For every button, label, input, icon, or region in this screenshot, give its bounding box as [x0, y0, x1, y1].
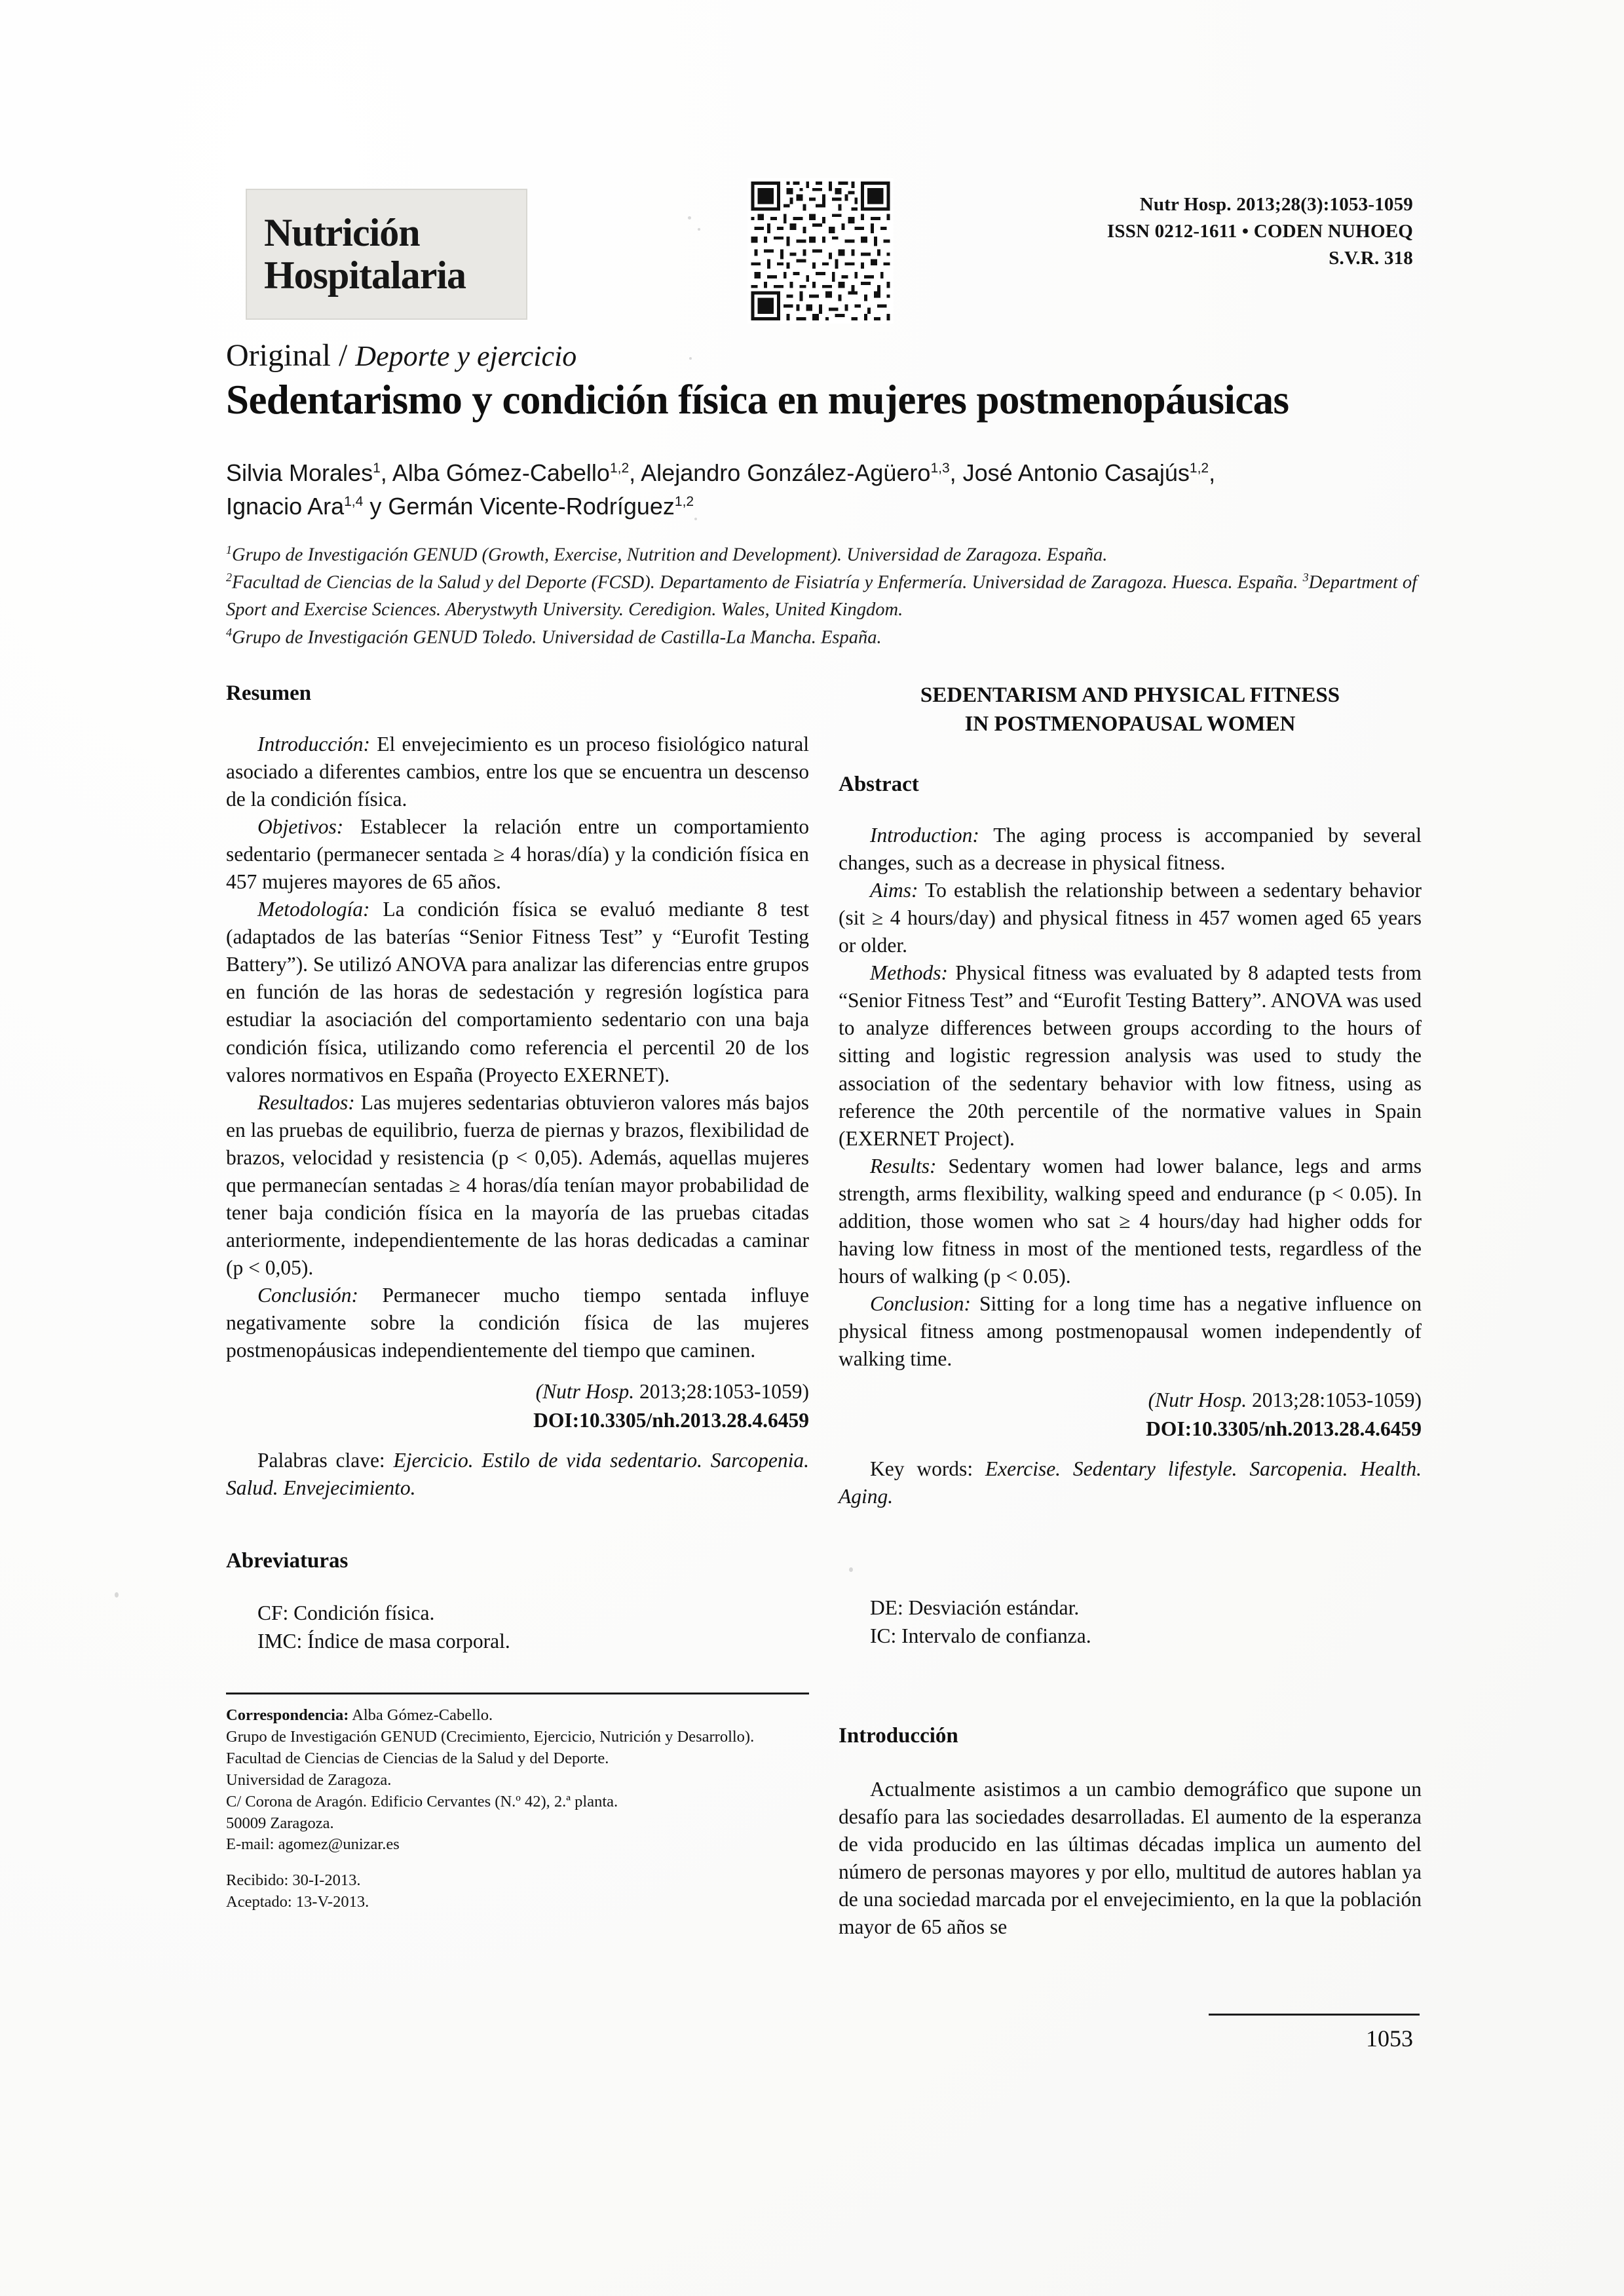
resumen-paragraph	[226, 896, 809, 1088]
citation-journal: (Nutr Hosp.	[535, 1380, 635, 1404]
paragraph-lead: Objetivos:	[257, 815, 344, 839]
article-kicker	[226, 337, 576, 373]
scan-speck	[688, 216, 691, 220]
spacer	[226, 1656, 809, 1693]
paragraph-text: Physical fitness was evaluated by 8 adapted tests from “Senior Fitness Test” and “Eurofit Testing Battery”. ANOVA was used to analyze differences between groups according to the hours of sitting and logistic regression analysis was used to study the association of the sedentary behavior with low fitness, using as reference the 20th percentile of the normative values in Spain (EXERNET Project).	[839, 961, 1422, 1150]
journal-reference	[1107, 191, 1413, 273]
page-number: 1053	[1366, 2025, 1413, 2052]
scan-speck	[698, 228, 700, 231]
correspondence-line: C/ Corona de Aragón. Edificio Cervantes (N.º 42), 2.ª planta.	[226, 1792, 618, 1810]
abstract-paragraph	[839, 1290, 1422, 1373]
correspondence-line: Facultad de Ciencias de Ciencias de la Salud y del Deporte.	[226, 1749, 609, 1767]
citation-line	[226, 1380, 809, 1404]
page-title: Sedentarismo y condición física en mujeres postmenopáusicas	[226, 377, 1289, 423]
correspondence-line: Universidad de Zaragoza.	[226, 1770, 392, 1789]
affil-marker: 2	[226, 571, 232, 584]
spacer	[839, 1510, 1422, 1594]
paragraph-lead: Results:	[870, 1154, 937, 1177]
correspondence-name: Alba Gómez-Cabello.	[349, 1706, 493, 1724]
scan-speck	[115, 1592, 119, 1598]
affiliation-item: $^2$Facultad de Ciencias de la Salud y del Deporte (FCSD). Departamento de Fisiatría y Enfermería. Universidad de Zaragoza. Huesca. España. $^3$Department of Sport and Exercise Sciences. Aberystwyth University. Ceredigion. Wales, United Kingdom.	[226, 571, 1417, 621]
abstract-heading: Abstract	[839, 773, 919, 797]
paragraph-lead: Metodología:	[257, 898, 370, 921]
keywords-label: Palabras clave:	[257, 1449, 385, 1472]
author-affil-marker: 1,2	[674, 494, 694, 510]
paragraph-text: Sedentary women had lower balance, legs and arms strength, arms flexibility, walking speed and endurance (p < 0.05). In addition, those women who sat ≥ 4 hours/day had higher odds for having low fitness in most of the mentioned tests, regardless of the hours of walking (p < 0.05).	[839, 1154, 1422, 1288]
abreviaturas-heading: Abreviaturas	[226, 1549, 349, 1573]
resumen-paragraph	[226, 813, 809, 896]
keywords-label: Key words:	[870, 1457, 973, 1481]
journal-masthead	[246, 189, 527, 320]
paragraph-lead: Conclusión:	[257, 1283, 358, 1307]
correspondence-label: Correspondencia:	[226, 1706, 349, 1724]
paragraph-lead: Introducción:	[257, 733, 371, 756]
kicker-type: Original /	[226, 338, 348, 373]
english-title	[839, 681, 1422, 738]
english-title-line-1: SEDENTARISM AND PHYSICAL FITNESS	[920, 683, 1340, 707]
author-affil-marker: 1,2	[609, 461, 630, 476]
abbreviation-item: IC: Intervalo de confianza.	[870, 1624, 1091, 1647]
author-affil-marker: 1,2	[1189, 461, 1209, 476]
resumen-paragraph	[226, 1089, 809, 1282]
introduccion-paragraph: Actualmente asistimos a un cambio demográfico que supone un desafío para las sociedades desarrolladas. El aumento de la esperanza de vida producido en las últimas décadas implica un aumento del número de personas mayores y por ello, multitud de autores hablan ya de una sociedad marcada por el envejecimiento, en la que la población mayor de 65 años se	[839, 1777, 1422, 1939]
abstract-paragraph	[839, 877, 1422, 959]
affil-marker: 4	[226, 625, 232, 639]
affiliation-item: $^1$Grupo de Investigación GENUD (Growth, Exercise, Nutrition and Development). Universidad de Zaragoza. España.	[226, 543, 1108, 565]
affiliation-item: $^4$Grupo de Investigación GENUD Toledo. Universidad de Castilla-La Mancha. España.	[226, 625, 882, 648]
introduccion-heading: Introducción	[839, 1723, 958, 1748]
paragraph-text: Permanecer mucho tiempo sentada influye negativamente sobre la condición física de las mujeres postmenopáusicas independientemente del tiempo que caminen.	[226, 1283, 809, 1362]
resumen-paragraph	[226, 731, 809, 813]
correspondence-block	[226, 1705, 809, 1913]
correspondence-email[interactable]: E-mail: agomez@unizar.es	[226, 1835, 400, 1854]
paragraph-text: The aging process is accompanied by several changes, such as a decrease in physical fitness.	[839, 824, 1422, 875]
paragraph-text: Las mujeres sedentarias obtuvieron valores más bajos en las pruebas de equilibrio, fuerza de piernas y brazos, flexibilidad de brazos, velocidad y resistencia (p < 0,05). Además, aquellas mujeres que permanecían sentadas ≥ 4 horas/día tenían mayor probabilidad de tener baja condición física en la mayoría de las pruebas citadas anteriormente, independientemente de las horas dedicadas a caminar (p < 0,05).	[226, 1090, 809, 1279]
kicker-section: Deporte y ejercicio	[355, 340, 577, 372]
left-column	[226, 681, 809, 1913]
journal-ref-line-3: S.V.R. 318	[1329, 248, 1413, 269]
qr-code-icon	[747, 178, 894, 324]
paragraph-lead: Conclusion:	[870, 1292, 971, 1315]
abbreviation-list-2	[839, 1594, 1422, 1651]
correspondence-name-line	[226, 1705, 809, 1727]
author-affil-marker: 1,3	[930, 461, 950, 476]
correspondence-line: Grupo de Investigación GENUD (Crecimiento, Ejercicio, Nutrición y Desarrollo).	[226, 1727, 755, 1746]
abstract-paragraph	[839, 959, 1422, 1152]
author-list: Silvia Morales$^1$, Alba Gómez-Cabello$^{1,2}$, Alejandro González-Agüero$^{1,3}$, José Antonio Casajús$^{1,2}$, Ignacio Ara$^{1,4}$ y Germán Vicente-Rodríguez$^{1,2}$	[226, 459, 1216, 520]
abbreviation-list	[226, 1599, 809, 1656]
correspondence-line: 50009 Zaragoza.	[226, 1814, 334, 1832]
accepted-date: Aceptado: 13-V-2013.	[226, 1893, 369, 1911]
paragraph-lead: Introduction:	[870, 824, 979, 847]
paragraph-text: To establish the relationship between a sedentary behavior (sit ≥ 4 hours/day) and physical fitness in 457 women aged 65 years or older.	[839, 879, 1422, 957]
abbreviation-item: DE: Desviación estándar.	[870, 1596, 1080, 1620]
resumen-heading: Resumen	[226, 681, 312, 705]
citation-journal: (Nutr Hosp.	[1148, 1388, 1247, 1412]
abbreviation-item: CF: Condición física.	[257, 1601, 435, 1625]
doi-line: DOI:10.3305/nh.2013.28.4.6459	[1146, 1417, 1422, 1441]
masthead-line-1: Nutrición	[264, 211, 420, 255]
author-affil-marker: 1,4	[344, 494, 364, 510]
doi-line: DOI:10.3305/nh.2013.28.4.6459	[533, 1409, 809, 1432]
author-affil-marker: 1	[373, 461, 381, 476]
received-date: Recibido: 30-I-2013.	[226, 1871, 361, 1890]
affil-marker: 3	[1302, 571, 1309, 584]
keywords-value: Exercise. Sedentary lifestyle. Sarcopenia. Health. Aging.	[839, 1457, 1422, 1508]
paragraph-text: Sitting for a long time has a negative influence on physical fitness among postmenopausal women independently of walking time.	[839, 1292, 1422, 1370]
abstract-paragraph	[839, 822, 1422, 877]
journal-ref-line-2: ISSN 0212-1611 • CODEN NUHOEQ	[1106, 221, 1413, 242]
abstract-paragraph	[839, 1153, 1422, 1290]
paragraph-lead: Methods:	[870, 961, 948, 985]
paragraph-lead: Resultados:	[257, 1090, 355, 1114]
masthead-line-2: Hospitalaria	[264, 254, 466, 297]
affiliations	[226, 541, 1425, 651]
citation-rest: 2013;28:1053-1059)	[1247, 1388, 1422, 1412]
paragraph-text: El envejecimiento es un proceso fisiológico natural asociado a diferentes cambios, entre los que se encuentra un descenso de la condición física.	[226, 733, 809, 811]
paragraph-text: La condición física se evaluó mediante 8 test (adaptados de las baterías “Senior Fitness Test” y “Eurofit Testing Battery”). Se utilizó ANOVA para analizar las diferencias entre grupos en función de las horas de sedestación y regresión logística para estudiar la asociación del comportamiento sedentario con una baja condición física, utilizando como referencia el percentil 20 de los valores normativos en España (Proyecto EXERNET).	[226, 898, 809, 1086]
keywords-es	[226, 1447, 809, 1502]
spacer	[226, 1856, 809, 1870]
abbreviation-item: IMC: Índice de masa corporal.	[257, 1630, 510, 1653]
resumen-paragraph	[226, 1282, 809, 1364]
right-column	[839, 681, 1422, 1941]
keywords-en	[839, 1455, 1422, 1510]
correspondence-divider	[226, 1693, 809, 1694]
keywords-value: Ejercicio. Estilo de vida sedentario. Sarcopenia. Salud. Envejecimiento.	[226, 1449, 809, 1500]
paragraph-lead: Aims:	[870, 879, 918, 902]
affil-marker: 1	[226, 543, 232, 556]
journal-ref-line-1: Nutr Hosp. 2013;28(3):1053-1059	[1139, 194, 1413, 215]
scan-speck	[689, 357, 692, 360]
footer-divider	[1209, 2014, 1420, 2016]
citation-rest: 2013;28:1053-1059)	[634, 1380, 809, 1404]
citation-line	[839, 1388, 1422, 1412]
english-title-line-2: IN POSTMENOPAUSAL WOMEN	[964, 712, 1296, 736]
paragraph-text: Establecer la relación entre un comportamiento sedentario (permanecer sentada ≥ 4 horas/día) y la condición física en 457 mujeres mayores de 65 años.	[226, 815, 809, 894]
